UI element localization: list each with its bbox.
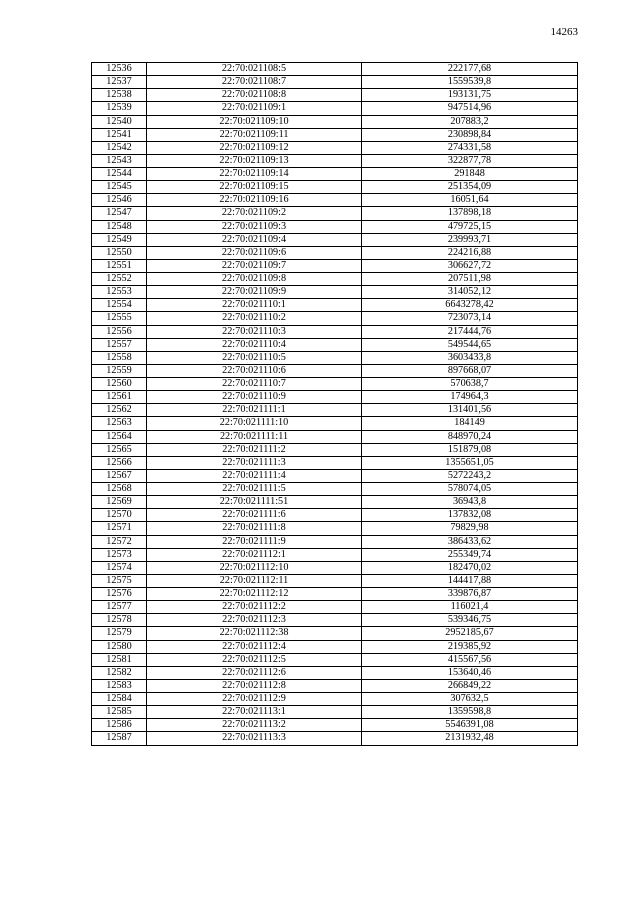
table-row [92, 128, 578, 141]
cadastral-value-table [91, 62, 578, 746]
cadastral-value-cell: 182470,02 [362, 561, 578, 574]
cadastral-number-cell: 22:70:021109:11 [147, 128, 362, 141]
table-row [92, 561, 578, 574]
cadastral-value-cell: 415567,56 [362, 653, 578, 666]
cadastral-number-cell: 22:70:021112:10 [147, 561, 362, 574]
cadastral-value-cell: 239993,71 [362, 233, 578, 246]
table-row [92, 220, 578, 233]
cadastral-number-cell: 22:70:021111:1 [147, 404, 362, 417]
table-row [92, 456, 578, 469]
table-row [92, 535, 578, 548]
cadastral-number-cell: 22:70:021111:11 [147, 430, 362, 443]
table-row [92, 89, 578, 102]
row-number-cell: 12568 [92, 483, 147, 496]
table-row [92, 194, 578, 207]
table-row [92, 522, 578, 535]
cadastral-value-cell: 322877,78 [362, 154, 578, 167]
cadastral-value-cell: 947514,96 [362, 102, 578, 115]
row-number-cell: 12540 [92, 115, 147, 128]
cadastral-value-cell: 549544,65 [362, 338, 578, 351]
cadastral-value-cell: 16051,64 [362, 194, 578, 207]
row-number-cell: 12572 [92, 535, 147, 548]
table-row [92, 627, 578, 640]
row-number-cell: 12578 [92, 614, 147, 627]
cadastral-number-cell: 22:70:021109:16 [147, 194, 362, 207]
cadastral-number-cell: 22:70:021111:9 [147, 535, 362, 548]
row-number-cell: 12553 [92, 286, 147, 299]
row-number-cell: 12536 [92, 63, 147, 76]
row-number-cell: 12577 [92, 601, 147, 614]
row-number-cell: 12564 [92, 430, 147, 443]
row-number-cell: 12571 [92, 522, 147, 535]
cadastral-value-cell: 723073,14 [362, 312, 578, 325]
row-number-cell: 12573 [92, 548, 147, 561]
table-row [92, 483, 578, 496]
row-number-cell: 12584 [92, 693, 147, 706]
row-number-cell: 12585 [92, 706, 147, 719]
row-number-cell: 12574 [92, 561, 147, 574]
table-row [92, 574, 578, 587]
table-row [92, 63, 578, 76]
cadastral-value-cell: 153640,46 [362, 666, 578, 679]
row-number-cell: 12542 [92, 141, 147, 154]
cadastral-number-cell: 22:70:021111:2 [147, 443, 362, 456]
cadastral-value-cell: 1559539,8 [362, 76, 578, 89]
cadastral-number-cell: 22:70:021108:5 [147, 63, 362, 76]
cadastral-number-cell: 22:70:021113:1 [147, 706, 362, 719]
row-number-cell: 12563 [92, 417, 147, 430]
cadastral-number-cell: 22:70:021109:8 [147, 273, 362, 286]
table-row [92, 102, 578, 115]
table-row [92, 141, 578, 154]
cadastral-number-cell: 22:70:021111:3 [147, 456, 362, 469]
table-row [92, 364, 578, 377]
table-row [92, 273, 578, 286]
cadastral-value-cell: 2131932,48 [362, 732, 578, 745]
cadastral-value-cell: 251354,09 [362, 181, 578, 194]
cadastral-number-cell: 22:70:021109:13 [147, 154, 362, 167]
cadastral-number-cell: 22:70:021112:8 [147, 679, 362, 692]
row-number-cell: 12581 [92, 653, 147, 666]
table-row [92, 404, 578, 417]
row-number-cell: 12550 [92, 246, 147, 259]
cadastral-value-cell: 193131,75 [362, 89, 578, 102]
table-row [92, 496, 578, 509]
cadastral-value-cell: 266849,22 [362, 679, 578, 692]
table-row [92, 732, 578, 745]
table-row [92, 679, 578, 692]
cadastral-number-cell: 22:70:021112:2 [147, 601, 362, 614]
cadastral-number-cell: 22:70:021110:7 [147, 378, 362, 391]
cadastral-number-cell: 22:70:021109:14 [147, 168, 362, 181]
cadastral-value-cell: 116021,4 [362, 601, 578, 614]
cadastral-value-cell: 222177,68 [362, 63, 578, 76]
table-row [92, 246, 578, 259]
cadastral-value-cell: 307632,5 [362, 693, 578, 706]
row-number-cell: 12541 [92, 128, 147, 141]
cadastral-value-cell: 3603433,8 [362, 351, 578, 364]
cadastral-value-cell: 386433,62 [362, 535, 578, 548]
table-row [92, 666, 578, 679]
table-row [92, 351, 578, 364]
table-body [92, 63, 578, 746]
cadastral-value-cell: 151879,08 [362, 443, 578, 456]
row-number-cell: 12551 [92, 259, 147, 272]
cadastral-value-cell: 570638,7 [362, 378, 578, 391]
row-number-cell: 12544 [92, 168, 147, 181]
table-row [92, 378, 578, 391]
table-row [92, 719, 578, 732]
page-number: 14263 [550, 26, 578, 38]
row-number-cell: 12547 [92, 207, 147, 220]
table-row [92, 548, 578, 561]
cadastral-value-cell: 578074,05 [362, 483, 578, 496]
cadastral-value-cell: 5272243,2 [362, 469, 578, 482]
table-row [92, 115, 578, 128]
cadastral-number-cell: 22:70:021112:1 [147, 548, 362, 561]
cadastral-number-cell: 22:70:021109:7 [147, 259, 362, 272]
cadastral-number-cell: 22:70:021112:11 [147, 574, 362, 587]
cadastral-value-cell: 224216,88 [362, 246, 578, 259]
cadastral-number-cell: 22:70:021109:10 [147, 115, 362, 128]
cadastral-value-cell: 230898,84 [362, 128, 578, 141]
row-number-cell: 12579 [92, 627, 147, 640]
row-number-cell: 12575 [92, 574, 147, 587]
table-row [92, 588, 578, 601]
row-number-cell: 12576 [92, 588, 147, 601]
cadastral-value-cell: 137898,18 [362, 207, 578, 220]
cadastral-value-cell: 79829,98 [362, 522, 578, 535]
row-number-cell: 12567 [92, 469, 147, 482]
cadastral-value-cell: 5546391,08 [362, 719, 578, 732]
row-number-cell: 12561 [92, 391, 147, 404]
cadastral-number-cell: 22:70:021110:1 [147, 299, 362, 312]
table-row [92, 601, 578, 614]
cadastral-number-cell: 22:70:021111:10 [147, 417, 362, 430]
row-number-cell: 12582 [92, 666, 147, 679]
cadastral-number-cell: 22:70:021109:12 [147, 141, 362, 154]
row-number-cell: 12586 [92, 719, 147, 732]
row-number-cell: 12554 [92, 299, 147, 312]
cadastral-value-cell: 306627,72 [362, 259, 578, 272]
cadastral-number-cell: 22:70:021112:12 [147, 588, 362, 601]
row-number-cell: 12559 [92, 364, 147, 377]
cadastral-value-cell: 255349,74 [362, 548, 578, 561]
cadastral-value-cell: 219385,92 [362, 640, 578, 653]
cadastral-number-cell: 22:70:021108:8 [147, 89, 362, 102]
table-row [92, 259, 578, 272]
cadastral-number-cell: 22:70:021113:2 [147, 719, 362, 732]
table-row [92, 207, 578, 220]
cadastral-number-cell: 22:70:021109:15 [147, 181, 362, 194]
table-row [92, 338, 578, 351]
cadastral-value-cell: 36943,8 [362, 496, 578, 509]
cadastral-value-cell: 1359598,8 [362, 706, 578, 719]
cadastral-value-cell: 1355651,05 [362, 456, 578, 469]
row-number-cell: 12546 [92, 194, 147, 207]
cadastral-value-cell: 217444,76 [362, 325, 578, 338]
table-row [92, 168, 578, 181]
cadastral-number-cell: 22:70:021109:9 [147, 286, 362, 299]
cadastral-number-cell: 22:70:021109:6 [147, 246, 362, 259]
table-row [92, 706, 578, 719]
table-row [92, 443, 578, 456]
row-number-cell: 12543 [92, 154, 147, 167]
row-number-cell: 12555 [92, 312, 147, 325]
row-number-cell: 12587 [92, 732, 147, 745]
cadastral-number-cell: 22:70:021110:4 [147, 338, 362, 351]
table-row [92, 286, 578, 299]
table-row [92, 233, 578, 246]
cadastral-value-cell: 339876,87 [362, 588, 578, 601]
cadastral-number-cell: 22:70:021110:5 [147, 351, 362, 364]
cadastral-number-cell: 22:70:021109:4 [147, 233, 362, 246]
cadastral-number-cell: 22:70:021113:3 [147, 732, 362, 745]
cadastral-value-cell: 207883,2 [362, 115, 578, 128]
cadastral-number-cell: 22:70:021110:3 [147, 325, 362, 338]
row-number-cell: 12580 [92, 640, 147, 653]
cadastral-number-cell: 22:70:021108:7 [147, 76, 362, 89]
table-row [92, 76, 578, 89]
cadastral-number-cell: 22:70:021112:3 [147, 614, 362, 627]
row-number-cell: 12558 [92, 351, 147, 364]
cadastral-value-cell: 897668,07 [362, 364, 578, 377]
cadastral-value-cell: 131401,56 [362, 404, 578, 417]
row-number-cell: 12557 [92, 338, 147, 351]
cadastral-number-cell: 22:70:021112:9 [147, 693, 362, 706]
row-number-cell: 12562 [92, 404, 147, 417]
table-row [92, 154, 578, 167]
cadastral-value-cell: 6643278,42 [362, 299, 578, 312]
cadastral-number-cell: 22:70:021110:2 [147, 312, 362, 325]
table-row [92, 430, 578, 443]
cadastral-number-cell: 22:70:021110:6 [147, 364, 362, 377]
table-row [92, 181, 578, 194]
table-row [92, 469, 578, 482]
table-row [92, 417, 578, 430]
cadastral-value-cell: 848970,24 [362, 430, 578, 443]
cadastral-value-cell: 174964,3 [362, 391, 578, 404]
cadastral-value-cell: 274331,58 [362, 141, 578, 154]
table-row [92, 325, 578, 338]
cadastral-number-cell: 22:70:021109:2 [147, 207, 362, 220]
cadastral-number-cell: 22:70:021111:5 [147, 483, 362, 496]
table-row [92, 391, 578, 404]
cadastral-value-cell: 137832,08 [362, 509, 578, 522]
cadastral-number-cell: 22:70:021112:38 [147, 627, 362, 640]
row-number-cell: 12552 [92, 273, 147, 286]
row-number-cell: 12539 [92, 102, 147, 115]
cadastral-value-cell: 184149 [362, 417, 578, 430]
cadastral-number-cell: 22:70:021110:9 [147, 391, 362, 404]
cadastral-number-cell: 22:70:021111:4 [147, 469, 362, 482]
row-number-cell: 12545 [92, 181, 147, 194]
cadastral-value-cell: 144417,88 [362, 574, 578, 587]
table-row [92, 509, 578, 522]
row-number-cell: 12538 [92, 89, 147, 102]
row-number-cell: 12569 [92, 496, 147, 509]
cadastral-number-cell: 22:70:021109:1 [147, 102, 362, 115]
table-row [92, 614, 578, 627]
row-number-cell: 12583 [92, 679, 147, 692]
cadastral-number-cell: 22:70:021111:8 [147, 522, 362, 535]
row-number-cell: 12565 [92, 443, 147, 456]
table-row [92, 640, 578, 653]
row-number-cell: 12556 [92, 325, 147, 338]
cadastral-number-cell: 22:70:021112:6 [147, 666, 362, 679]
cadastral-value-cell: 2952185,67 [362, 627, 578, 640]
table-row [92, 653, 578, 666]
table-row [92, 312, 578, 325]
cadastral-number-cell: 22:70:021111:51 [147, 496, 362, 509]
row-number-cell: 12548 [92, 220, 147, 233]
cadastral-number-cell: 22:70:021112:4 [147, 640, 362, 653]
row-number-cell: 12570 [92, 509, 147, 522]
row-number-cell: 12549 [92, 233, 147, 246]
cadastral-value-cell: 539346,75 [362, 614, 578, 627]
cadastral-value-cell: 291848 [362, 168, 578, 181]
row-number-cell: 12537 [92, 76, 147, 89]
cadastral-value-cell: 207511,98 [362, 273, 578, 286]
cadastral-value-cell: 479725,15 [362, 220, 578, 233]
cadastral-number-cell: 22:70:021109:3 [147, 220, 362, 233]
row-number-cell: 12560 [92, 378, 147, 391]
table-row [92, 299, 578, 312]
table-row [92, 693, 578, 706]
cadastral-number-cell: 22:70:021111:6 [147, 509, 362, 522]
cadastral-number-cell: 22:70:021112:5 [147, 653, 362, 666]
cadastral-value-cell: 314052,12 [362, 286, 578, 299]
row-number-cell: 12566 [92, 456, 147, 469]
